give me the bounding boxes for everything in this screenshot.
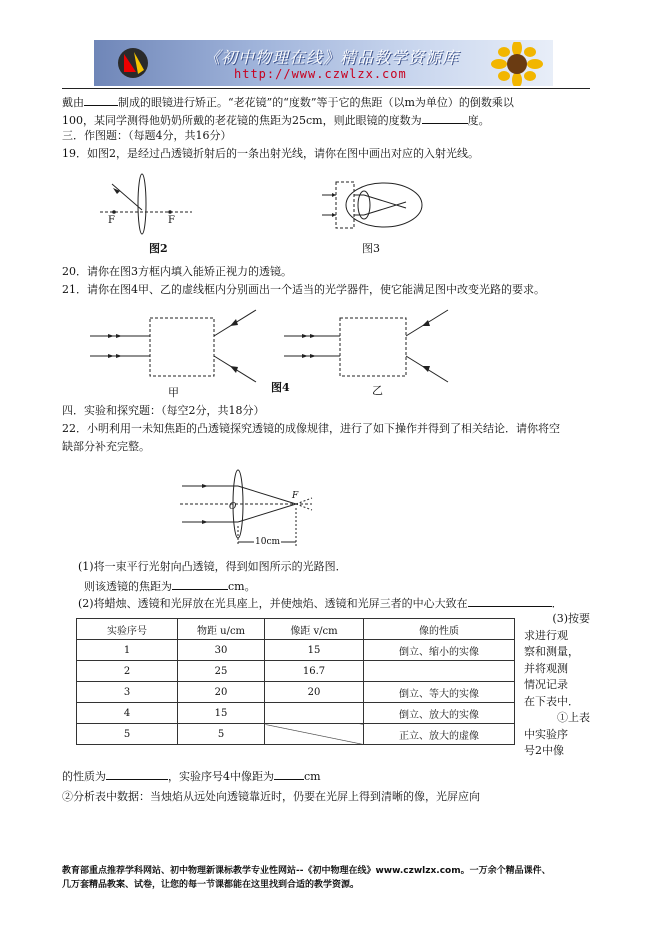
q18-line1: [62, 94, 514, 110]
table-cell: 15: [178, 703, 265, 724]
table-header-row: [77, 619, 515, 640]
q18-text-d: 度。: [467, 114, 490, 127]
banner-title: 《初中物理在线》精品教学资源库: [204, 48, 460, 67]
footer-line2: 几万套精品教案、试卷，让您的每一节课都能在这里找到合适的教学资源。: [62, 880, 360, 890]
q22-part2-text: (2)将蜡烛、透镜和光屏放在光具座上，并使烛焰、透镜和光屏三者的中心大致在: [78, 597, 468, 610]
q22-part3-line: 并将观测: [524, 661, 568, 675]
q22-part3-line: ①上表: [557, 711, 590, 724]
q22-part3-line: 号2中像: [524, 744, 564, 757]
table-cell: 3: [77, 682, 178, 703]
q18-text-c: 100，某同学测得他奶奶所戴的老花镜的焦距为25cm，则此眼镜的度数为: [62, 114, 422, 127]
table-cell-diagonal: [265, 724, 364, 745]
table-cell: 30: [178, 640, 265, 661]
q22-part3-line: (3)按要: [552, 612, 590, 625]
table-header: 物距 u/cm: [178, 619, 265, 640]
table-header: 像距 v/cm: [265, 619, 364, 640]
q22-part3-line: 求进行观: [524, 628, 568, 642]
q22-part3-line: 在下表中．: [524, 694, 579, 708]
table-cell: 倒立、缩小的实像: [364, 640, 515, 661]
q22-blank-image-distance[interactable]: [274, 768, 304, 780]
q18-line2: [62, 112, 490, 128]
table-row: [77, 661, 515, 682]
q22-blank-image-nature[interactable]: [106, 768, 168, 780]
fig2-caption: 图2: [149, 242, 168, 255]
q22-part3-line: 察和测量，: [524, 645, 579, 658]
q22-sub1-text-a: 的性质为: [62, 770, 106, 783]
figure-4-yi-diagram: [282, 306, 462, 386]
q22-part1: (1)将一束平行光射向凸透镜，得到如图所示的光路图．: [78, 560, 347, 573]
section3-heading: 三．作图题：（每题4分，共16分）: [62, 129, 232, 142]
fig4-label-yi: 乙: [372, 384, 383, 397]
table-cell: 4: [77, 703, 178, 724]
q22-sub2: ②分析表中数据：当烛焰从远处向透镜靠近时，仍要在光屏上得到清晰的像，光屏应向: [62, 790, 480, 803]
q22-part1-unit: cm。: [228, 580, 256, 593]
table-cell: 1: [77, 640, 178, 661]
q18-blank-1[interactable]: [84, 94, 118, 106]
q22-part2-end: ．: [551, 597, 563, 610]
table-cell: 25: [178, 661, 265, 682]
q18-text-a: 戴由: [62, 96, 84, 109]
table-cell: 倒立、等大的实像: [364, 682, 515, 703]
fig5-label-o: O: [229, 502, 237, 512]
section4-heading: 四．实验和探究题：（每空2分，共18分）: [62, 404, 265, 417]
table-row: [77, 724, 515, 745]
table-cell: 5: [178, 724, 265, 745]
table-cell: 正立、放大的虚像: [364, 724, 515, 745]
q18-blank-2[interactable]: [422, 112, 468, 124]
experiment-table: [76, 618, 515, 745]
table-cell-blank[interactable]: [265, 703, 364, 724]
q18-text-b: 制成的眼镜进行矫正。“老花镜”的“度数”等于它的焦距（以m为单位）的倒数乘以: [118, 96, 514, 109]
table-row: [77, 703, 515, 724]
header-rule: [62, 88, 590, 89]
table-cell-blank[interactable]: [364, 661, 515, 682]
fig4-caption: 图4: [271, 381, 290, 394]
table-cell: 5: [77, 724, 178, 745]
table-header: 实验序号: [77, 619, 178, 640]
table-header: 像的性质: [364, 619, 515, 640]
figure-4-jia-diagram: [88, 306, 268, 386]
table-row: [77, 640, 515, 661]
q22-blank-height[interactable]: [468, 595, 552, 607]
q19-text: 19．如图2，是经过凸透镜折射后的一条出射光线，请你在图中画出对应的入射光线。: [62, 147, 479, 160]
q22-sub1-text-b: ，实验序号4中像距为: [168, 770, 274, 783]
q22-part2: [78, 595, 563, 611]
q21-text: 21．请你在图4甲、乙的虚线框内分别画出一个适当的光学器件，使它能满足图中改变光路的要求。: [62, 283, 545, 296]
table-cell: 20: [178, 682, 265, 703]
header-banner: [94, 40, 553, 86]
q22-part3-line: 中实验序: [524, 727, 568, 741]
table-cell: 倒立、放大的实像: [364, 703, 515, 724]
table-cell: 20: [265, 682, 364, 703]
q22-part3-line: 情况记录: [524, 678, 568, 691]
q22-line1: 22．小明利用一未知焦距的凸透镜探究透镜的成像规律，进行了如下操作并得到了相关结论．请你将空: [62, 422, 560, 435]
q22-part1-text: 则该透镜的焦距为: [84, 580, 172, 593]
banner-url[interactable]: http://www.czwlzx.com: [234, 67, 407, 81]
figure-3-eye-diagram: [318, 180, 428, 232]
fig3-caption: 图3: [362, 242, 380, 255]
q22-sub1: [62, 768, 321, 784]
fig5-scale-label: 10cm: [255, 537, 281, 547]
table-cell: 15: [265, 640, 364, 661]
q22-line2: 缺部分补充完整。: [62, 440, 150, 453]
fig4-label-jia: 甲: [168, 386, 179, 399]
table-row: [77, 682, 515, 703]
fig2-label-f-left: F: [108, 215, 115, 226]
q22-part1-b: [84, 578, 256, 594]
figure-5-lens-diagram: [178, 466, 318, 550]
table-cell: 16.7: [265, 661, 364, 682]
site-logo: [114, 46, 152, 80]
q22-part3-column: [524, 611, 590, 760]
footer-line1: 教育部重点推荐学科网站、初中物理新课标教学专业性网站--《初中物理在线》www.czwlzx.com。一万余个精品课件、: [62, 866, 551, 876]
q22-blank-focal[interactable]: [172, 578, 228, 590]
fig5-label-f: F: [292, 491, 299, 501]
sunflower-icon: [489, 42, 545, 86]
fig2-label-f-right: F: [168, 215, 175, 226]
q20-text: 20．请你在图3方框内填入能矫正视力的透镜。: [62, 265, 292, 278]
q22-sub1-unit: cm: [304, 770, 321, 783]
table-cell: 2: [77, 661, 178, 682]
